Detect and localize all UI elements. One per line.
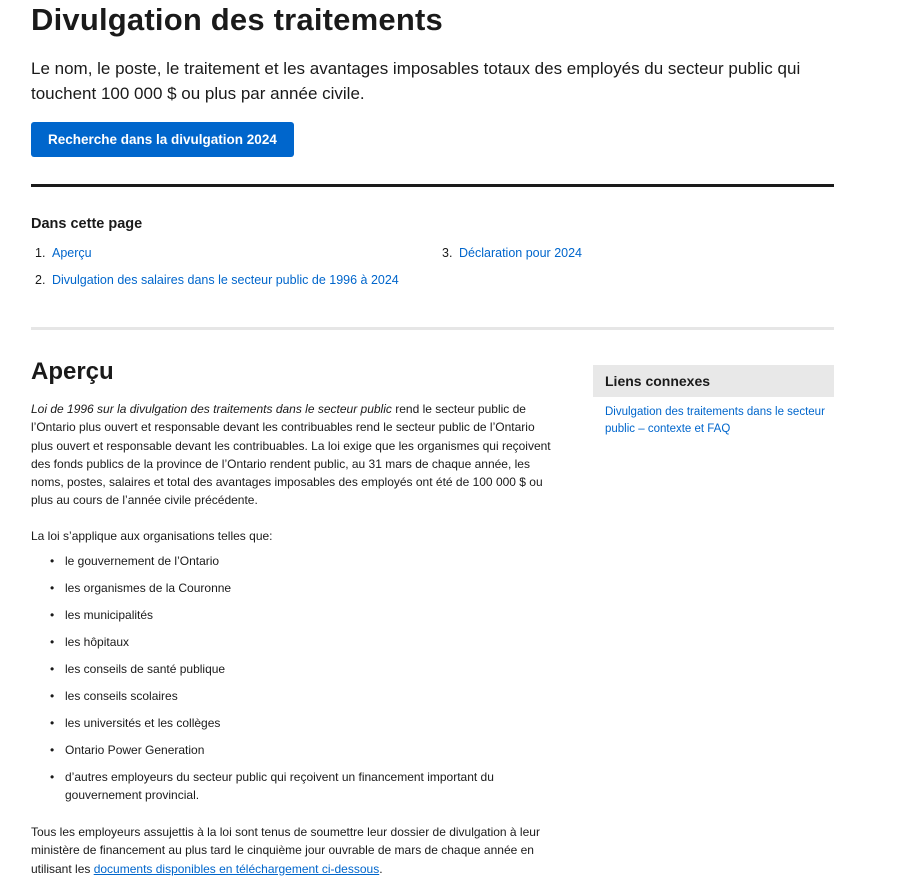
list-item: • les conseils scolaires bbox=[31, 687, 553, 705]
related-links-heading: Liens connexes bbox=[593, 365, 834, 397]
intro-paragraph bbox=[31, 400, 553, 510]
applies-to-text: La loi s’applique aux organisations telles que: bbox=[31, 529, 273, 543]
search-disclosure-button[interactable]: Recherche dans la divulgation 2024 bbox=[31, 122, 294, 157]
toc-item bbox=[442, 246, 582, 260]
related-links-panel bbox=[593, 365, 834, 438]
toc-link-declaration-2024[interactable]: Déclaration pour 2024 bbox=[459, 246, 582, 260]
list-item: • Ontario Power Generation bbox=[31, 741, 553, 759]
organizations-list bbox=[31, 552, 553, 813]
toc-number: 1. bbox=[35, 246, 46, 260]
closing-text: Tous les employeurs assujettis à la loi sont tenus de soumettre leur dossier de divulgation à leur ministère de financement au plus tard le cinquième jour ouvrable de mars de chaque année en utilisant les bbox=[31, 825, 540, 876]
list-item: • d’autres employeurs du secteur public qui reçoivent un financement important du gouvernement provincial. bbox=[31, 768, 553, 805]
intro-text: rend le secteur public de l’Ontario plus ouvert et responsable devant les contribuables rend le secteur public de l’Ontario plus ouvert et responsable devant les contribuables. La loi exige que les organismes qui reçoivent des fonds publics de la province de l’Ontario rendent public, au 31 mars de chaque année, les noms, postes, salaires et total des avantages imposables des employés ont été de 100 000 $ ou plus au cours de l’année civile précédente. bbox=[31, 402, 551, 508]
list-item: • les municipalités bbox=[31, 606, 553, 624]
list-item: • le gouvernement de l’Ontario bbox=[31, 552, 553, 570]
page-lead: Le nom, le poste, le traitement et les avantages imposables totaux des employés du secteur public qui touchent 100 000 $ ou plus par année civile. bbox=[31, 59, 801, 103]
law-title: Loi de 1996 sur la divulgation des traitements dans le secteur public bbox=[31, 402, 392, 416]
toc-number: 3. bbox=[442, 246, 453, 260]
toc-link-apercu[interactable]: Aperçu bbox=[52, 246, 92, 260]
light-divider bbox=[31, 327, 834, 330]
toc-number: 2. bbox=[35, 273, 46, 287]
downloads-link[interactable]: documents disponibles en téléchargement ci-dessous bbox=[93, 861, 380, 876]
related-link-context-faq[interactable]: Divulgation des traitements dans le secteur public – contexte et FAQ bbox=[605, 406, 825, 435]
toc-link-salary-disclosure[interactable]: Divulgation des salaires dans le secteur public de 1996 à 2024 bbox=[52, 273, 399, 287]
toc-item bbox=[35, 246, 92, 260]
closing-paragraph bbox=[31, 823, 553, 878]
section-divider bbox=[31, 184, 834, 187]
closing-end: . bbox=[379, 861, 383, 876]
list-item: • les hôpitaux bbox=[31, 633, 553, 651]
list-item: • les conseils de santé publique bbox=[31, 660, 553, 678]
list-item: • les universités et les collèges bbox=[31, 714, 553, 732]
page-title: Divulgation des traitements bbox=[31, 2, 443, 37]
toc-heading: Dans cette page bbox=[31, 216, 143, 232]
section-heading-apercu: Aperçu bbox=[31, 358, 114, 385]
toc-item bbox=[35, 273, 399, 287]
list-item: • les organismes de la Couronne bbox=[31, 579, 553, 597]
